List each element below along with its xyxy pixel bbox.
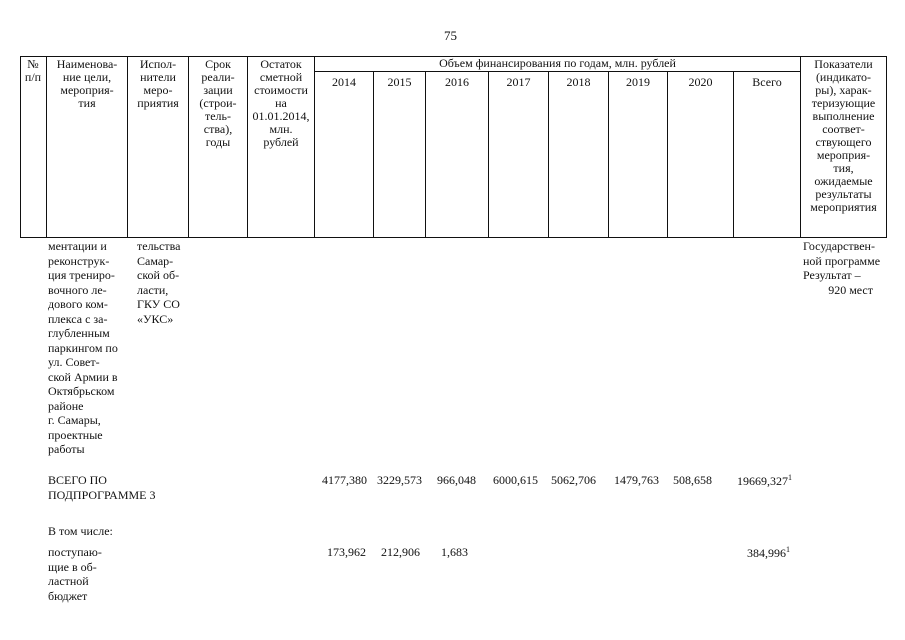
total-all: 19669,327$^1$ xyxy=(737,473,792,488)
year-2017: 2017 xyxy=(506,75,531,89)
total-header: Всего xyxy=(752,75,782,89)
year-2014: 2014 xyxy=(332,75,356,89)
col-indicators-header: Показатели (индикато- ры), харак- теризующие выполнение соответ- ствующего мероприя- тия, ожидаемые результаты мероприятия xyxy=(810,57,877,214)
total-2019: 1479,763 xyxy=(614,473,659,487)
year-2020: 2020 xyxy=(688,75,713,89)
measure-name-continued: ментации и реконструк- ция трениро- вочного ле- дового ком- плекса с за- глубленным паркингом по ул. Совет- ской Армии в Октябрьском районе г. Самары, проектные работы xyxy=(48,239,118,456)
income-total: 384,996$^1$ xyxy=(747,545,790,560)
year-2018: 2018 xyxy=(566,75,591,89)
income-2014: 173,962 xyxy=(327,545,366,559)
total-2016: 966,048 xyxy=(437,473,476,487)
col-term-header: Срок реали- зации (строи- тель- ства), годы xyxy=(199,57,237,149)
total-2020: 508,658 xyxy=(673,473,712,487)
total-2015: 3229,573 xyxy=(377,473,422,487)
year-2019: 2019 xyxy=(626,75,650,89)
executors-continued: тельства Самар- ской об- ласти, ГКУ СО «УКС» xyxy=(137,239,181,326)
col-name-header: Наименова- ние цели, мероприя- тия xyxy=(56,57,118,110)
total-label: ВСЕГО ПО ПОДПРОГРАММЕ 3 xyxy=(48,473,156,502)
total-2017: 6000,615 xyxy=(493,473,538,487)
income-label: поступаю- щие в об- ластной бюджет xyxy=(48,545,102,603)
footnote-mark: 1 xyxy=(786,545,790,554)
total-2018: 5062,706 xyxy=(551,473,596,487)
total-2014: 4177,380 xyxy=(322,473,367,487)
footnote-mark: 1 xyxy=(788,473,792,482)
year-2016: 2016 xyxy=(445,75,469,89)
income-2016: 1,683 xyxy=(441,545,468,559)
col-executors-header: Испол- нители меро- приятия xyxy=(137,57,179,110)
income-2015: 212,906 xyxy=(381,545,420,559)
funding-title: Объем финансирования по годам, млн. рублей xyxy=(439,56,676,70)
year-2015: 2015 xyxy=(387,75,412,89)
page-number: 75 xyxy=(444,28,457,43)
col-number-header: № п/п xyxy=(24,57,42,84)
indicators-continued: Государствен- ной программе Результат – 920 мест xyxy=(803,239,881,297)
including-label: В том числе: xyxy=(48,524,113,538)
table-header xyxy=(20,56,887,238)
col-remainder-header: Остаток сметной стоимости на 01.01.2014, млн. рублей xyxy=(252,57,310,149)
